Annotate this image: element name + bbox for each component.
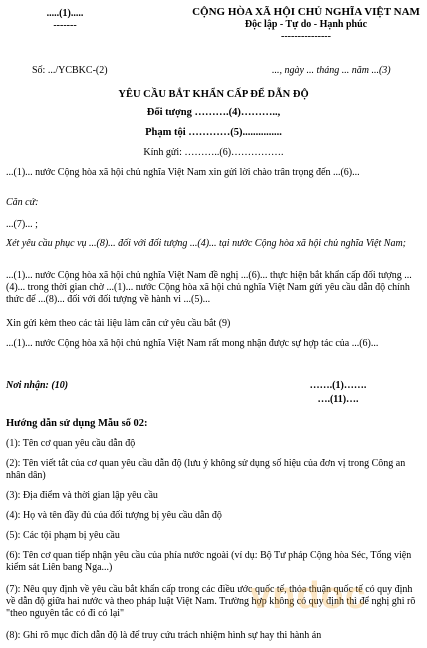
guide-item: (8): Ghi rõ mục đích dẫn độ là để truy cứu trách nhiệm hình sự hay thi hành án [6,630,322,641]
document-title: YÊU CẦU BẮT KHẨN CẤP ĐỂ DẪN ĐỘ [118,89,309,100]
body-basis-item: ...(7)... ; [6,219,38,230]
issuer-code: .....(1)..... [46,8,84,19]
guide-title: Hướng dẫn sử dụng Mẫu số 02: [6,418,148,429]
document-date: ..., ngày ... tháng ... năm ...(3) [272,65,391,76]
body-closing: ...(1)... nước Cộng hòa xã hội chủ nghĩa Việt Nam rất mong nhận được sự hợp tác của ...(6)... [6,338,379,349]
guide-item: (6): Tên cơ quan tiếp nhận yêu cầu của phía nước ngoài (ví dụ: Bộ Tư pháp Cộng hòa Séc, Tổng viện kiểm sát Liên bang Nga...) [6,550,412,573]
body-consideration: Xét yêu cầu phục vụ ...(8)... đối với đối tượng ...(4)... tại nước Cộng hòa xã hội chủ nghĩa Việt Nam; [6,238,406,249]
signer-agency: …….(1)……. [309,380,367,391]
body-request: ...(1)... nước Cộng hòa xã hội chủ nghĩa Việt Nam đề nghị ...(6)... thực hiện bắt khẩn cấp đối tượng ...(4)... trong thời gian chờ ...(1)... nước Cộng hòa xã hội chủ nghĩa Việt Nam gửi yêu cầu dẫn độ chính thức để ...(8)... đối với đối tượng về hành vi ...(5)... [6,270,412,305]
guide-item: (3): Địa điểm và thời gian lập yêu cầu [6,490,158,501]
recipient-line: Kính gửi: ………..(6)……………. [143,147,284,158]
crime-line: Phạm tội …………(5)............... [145,127,282,138]
national-motto: Độc lập - Tự do - Hạnh phúc [244,19,368,30]
recipients-label: Nơi nhận: (10) [6,380,69,391]
document-number: Số: .../YCBKC-(2) [32,65,108,76]
issuer-divider: ------- [53,20,77,31]
guide-item: (2): Tên viết tắt của cơ quan yêu cầu dẫn độ (lưu ý không sử dụng số hiệu của đơn vị trong Công an nhân dân) [6,458,406,481]
guide-item: (1): Tên cơ quan yêu cầu dẫn độ [6,438,136,449]
guide-item: (7): Nêu quy định về yêu cầu bắt khẩn cấp trong các điều ước quốc tế, thỏa thuận quốc tế có quy định về dẫn độ giữa hai nước và theo pháp luật Việt Nam. Trường hợp không có quy định thì để nghị ghi rõ "theo nguyên tắc có đi có lại" [6,584,416,619]
national-title: CỘNG HÒA XÃ HỘI CHỦ NGHĨA VIỆT NAM [192,6,420,18]
body-basis-label: Căn cứ: [6,197,39,208]
guide-item: (5): Các tội phạm bị yêu cầu [6,530,120,541]
watermark-logo: vndoc [250,575,367,617]
guide-item: (4): Họ và tên đầy đủ của đối tượng bị yêu cầu dẫn độ [6,510,222,521]
body-attachments: Xin gửi kèm theo các tài liệu làm căn cứ yêu cầu bắt (9) [6,318,231,329]
subject-line: Đối tượng ……….(4)……….., [146,107,281,118]
signer-title: ….(11)…. [317,394,359,405]
body-greeting: ...(1)... nước Cộng hòa xã hội chủ nghĩa Việt Nam xin gửi lời chào trân trọng đến ...(6)... [6,167,360,178]
motto-divider: --------------- [281,31,331,42]
